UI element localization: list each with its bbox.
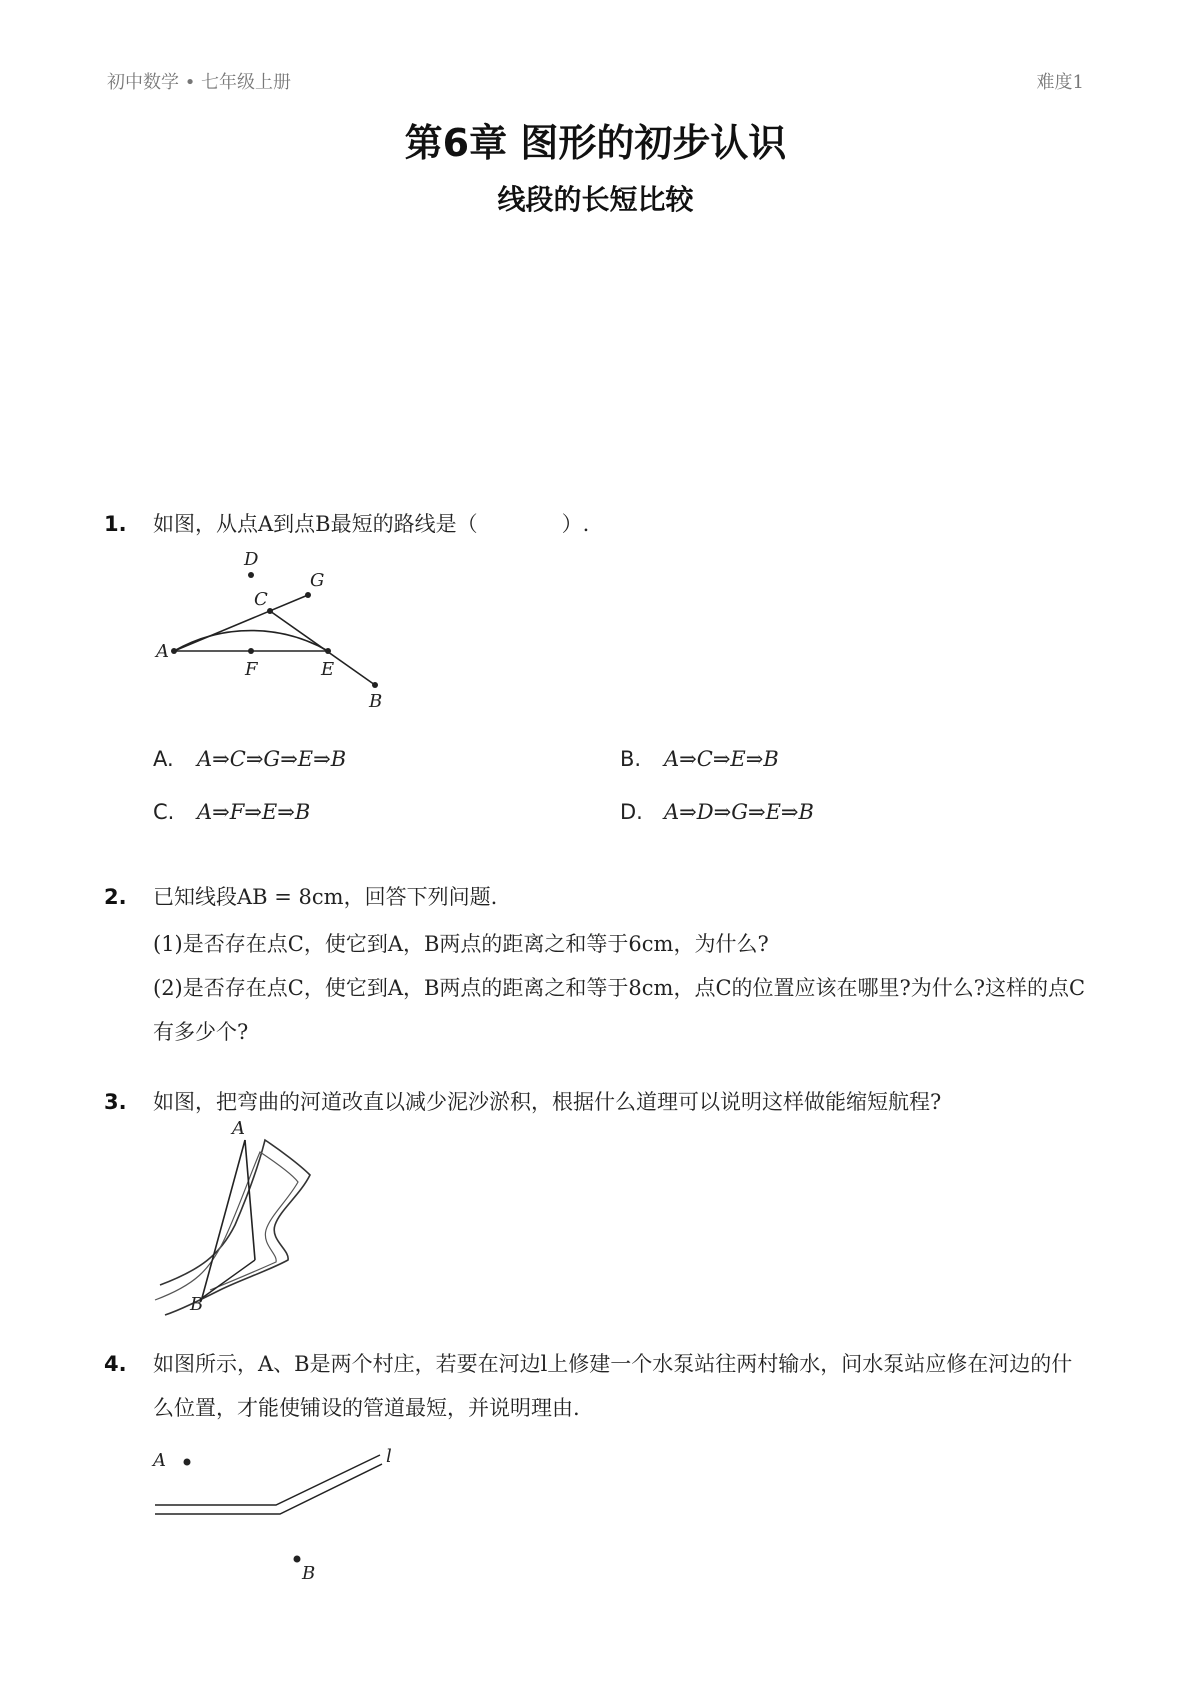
q1-figure <box>150 545 410 715</box>
header-course: 初中数学 • 七年级上册 <box>107 72 292 93</box>
q1-label-D: D <box>244 549 259 570</box>
q1-option-c[interactable] <box>153 800 310 824</box>
q3-river-bank-outer <box>160 1140 310 1315</box>
q4-river-line-bottom <box>155 1464 382 1514</box>
q1-option-c-label: C. <box>153 800 175 824</box>
header-difficulty: 难度1 <box>1036 72 1084 93</box>
q1-label-C: C <box>254 589 268 610</box>
q1-label-B: B <box>369 691 383 712</box>
q1-point-F <box>248 648 254 654</box>
q1-point-A <box>171 648 177 654</box>
q3-straight-channel-right <box>245 1140 255 1260</box>
page-title: 第6章 图形的初步认识 <box>404 121 787 165</box>
q1-point-B <box>372 682 378 688</box>
q1-point-E <box>325 648 331 654</box>
q4-number: 4. <box>104 1352 127 1376</box>
q1-option-d-label: D. <box>620 800 643 824</box>
q1-point-G <box>305 592 311 598</box>
q3-label-A: A <box>232 1120 245 1139</box>
q1-option-d-value: A⇒D⇒G⇒E⇒B <box>664 800 814 824</box>
q4-label-A: A <box>153 1450 166 1471</box>
q1-label-F: F <box>245 659 258 680</box>
page-subtitle: 线段的长短比较 <box>497 183 694 216</box>
q4-label-B: B <box>302 1563 316 1584</box>
q4-village-B <box>294 1556 301 1563</box>
q2-part2: (2)是否存在点C，使它到A，B两点的距离之和等于8cm，点C的位置应该在哪里?为什么?这样的点C有多少个? <box>153 976 1086 1044</box>
q1-option-a[interactable] <box>153 747 346 771</box>
q1-option-a-value: A⇒C⇒G⇒E⇒B <box>197 747 347 771</box>
q1-text: 如图，从点A到点B最短的路线是（ ）. <box>153 512 590 536</box>
q1-option-b-value: A⇒C⇒E⇒B <box>664 747 779 771</box>
q4-figure <box>150 1440 410 1600</box>
q3-river-figure <box>150 1120 330 1320</box>
q1-option-b[interactable] <box>620 747 779 771</box>
q2-text: 已知线段AB = 8cm，回答下列问题. <box>153 885 498 909</box>
q1-option-b-label: B. <box>620 747 642 771</box>
q3-label-B: B <box>190 1294 204 1315</box>
q4-village-A <box>184 1459 191 1466</box>
q1-option-c-value: A⇒F⇒E⇒B <box>197 800 311 824</box>
q4-text: 如图所示，A、B是两个村庄，若要在河边l上修建一个水泵站往两村输水，问水泵站应修在河边的什么位置，才能使铺设的管道最短，并说明理由. <box>153 1352 1073 1420</box>
q1-label-G: G <box>310 570 325 591</box>
q1-point-D <box>248 572 254 578</box>
q1-option-d[interactable] <box>620 800 814 824</box>
q3-straight-channel-left <box>202 1140 245 1298</box>
q2-part1: (1)是否存在点C，使它到A，B两点的距离之和等于6cm，为什么? <box>153 932 769 956</box>
q1-option-a-label: A. <box>153 747 174 771</box>
q1-point-C <box>267 608 273 614</box>
q3-number: 3. <box>104 1090 127 1114</box>
q1-label-A: A <box>156 641 169 662</box>
q1-label-E: E <box>321 659 335 680</box>
q3-text: 如图，把弯曲的河道改直以减少泥沙淤积，根据什么道理可以说明这样做能缩短航程? <box>153 1090 942 1114</box>
q2-number: 2. <box>104 885 127 909</box>
q1-number: 1. <box>104 512 127 536</box>
q4-label-l: l <box>386 1446 392 1467</box>
